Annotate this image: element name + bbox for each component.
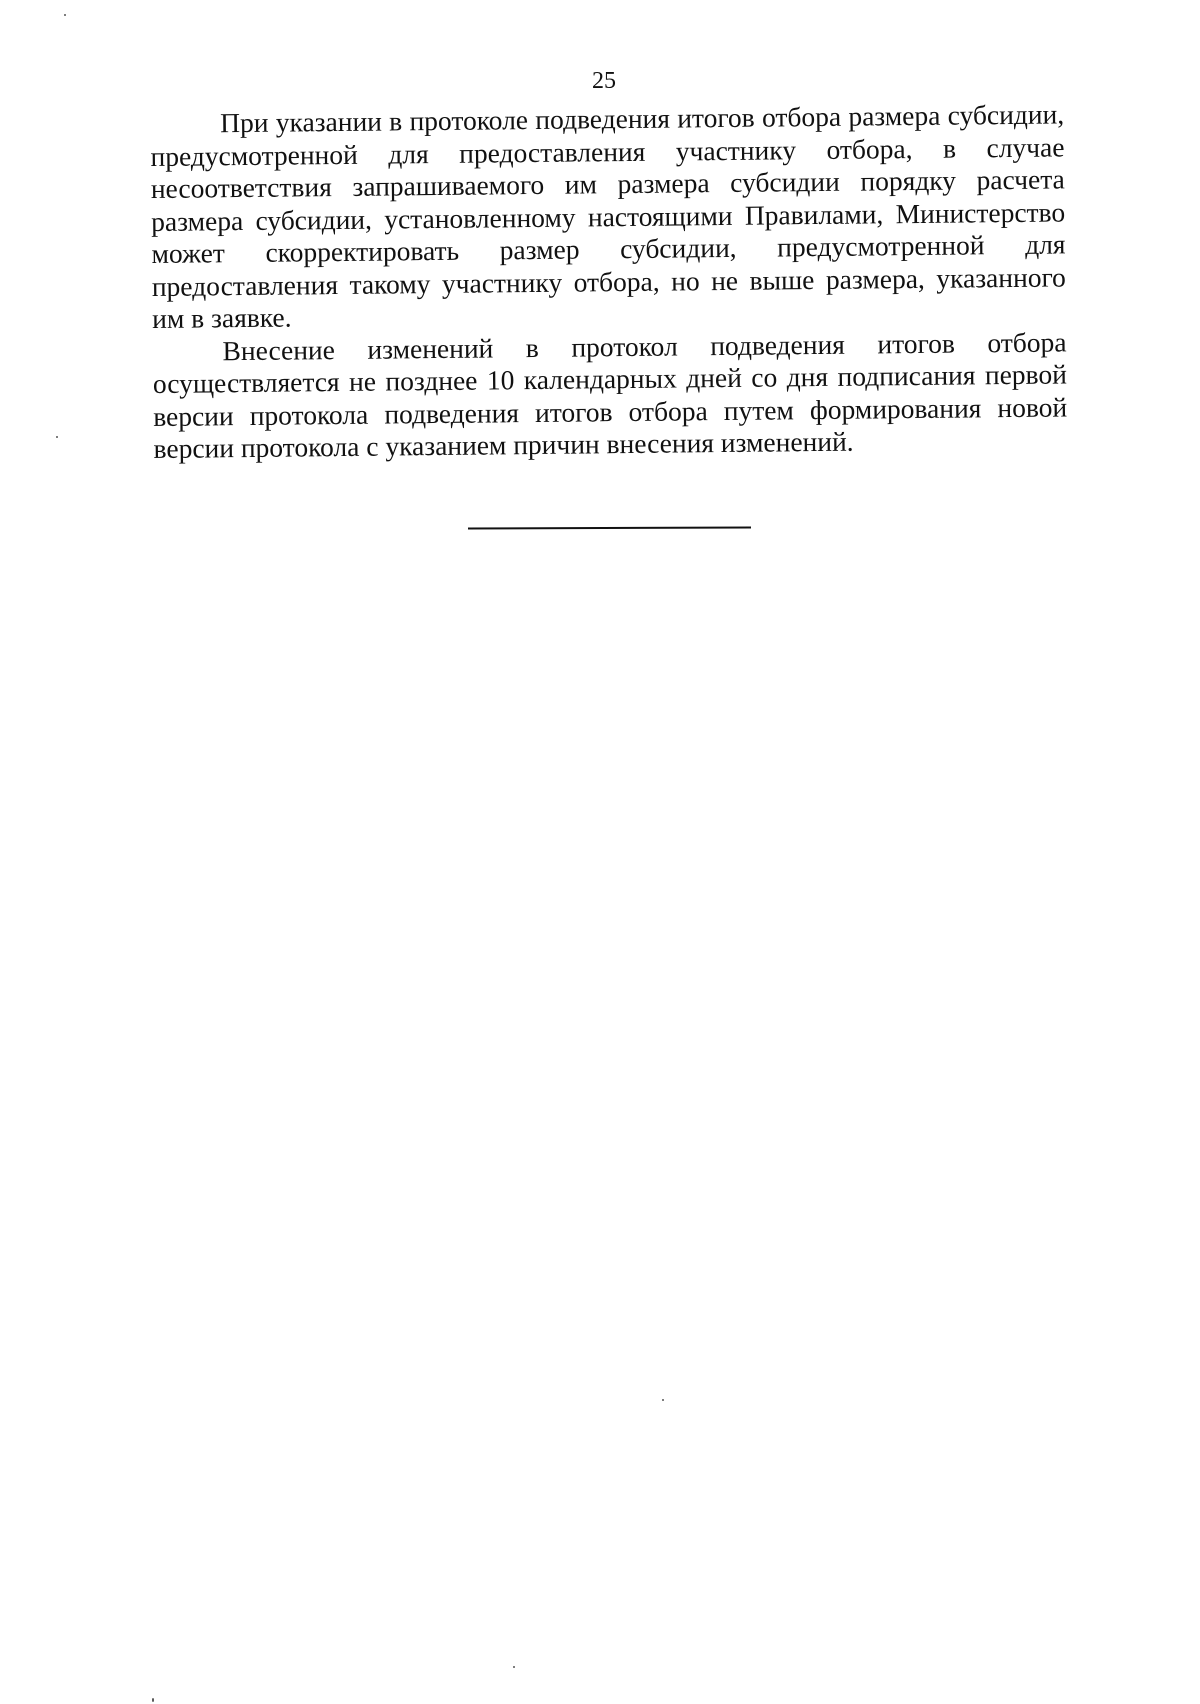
page-number: 25	[592, 68, 616, 94]
scan-speck	[152, 1698, 154, 1702]
document-body	[150, 98, 1068, 465]
paragraph-protocol-amendment: Внесение изменений в протокол подведения итогов отбора осуществляется не позднее 10 календарных дней со дня подписания первой версии протокола подведения итогов отбора путем формирования новой версии протокола с указанием причин внесения изменений.	[152, 325, 1068, 464]
scan-speck	[513, 1666, 515, 1668]
scan-speck	[56, 436, 58, 438]
scan-speck	[64, 14, 66, 16]
paragraph-subsidy-adjustment: При указании в протоколе подведения итогов отбора размера субсидии, предусмотренной для предоставления участнику отбора, в случае несоответствия запрашиваемого им размера субсидии порядку расчета размера субсидии, установленному настоящими Правилами, Министерство может скорректировать размер субсидии, предусмотренной для предоставления такому участнику отбора, но не выше размера, указанного им в заявке.	[150, 98, 1066, 334]
end-of-document-rule	[468, 527, 751, 530]
scan-speck	[662, 1399, 664, 1401]
